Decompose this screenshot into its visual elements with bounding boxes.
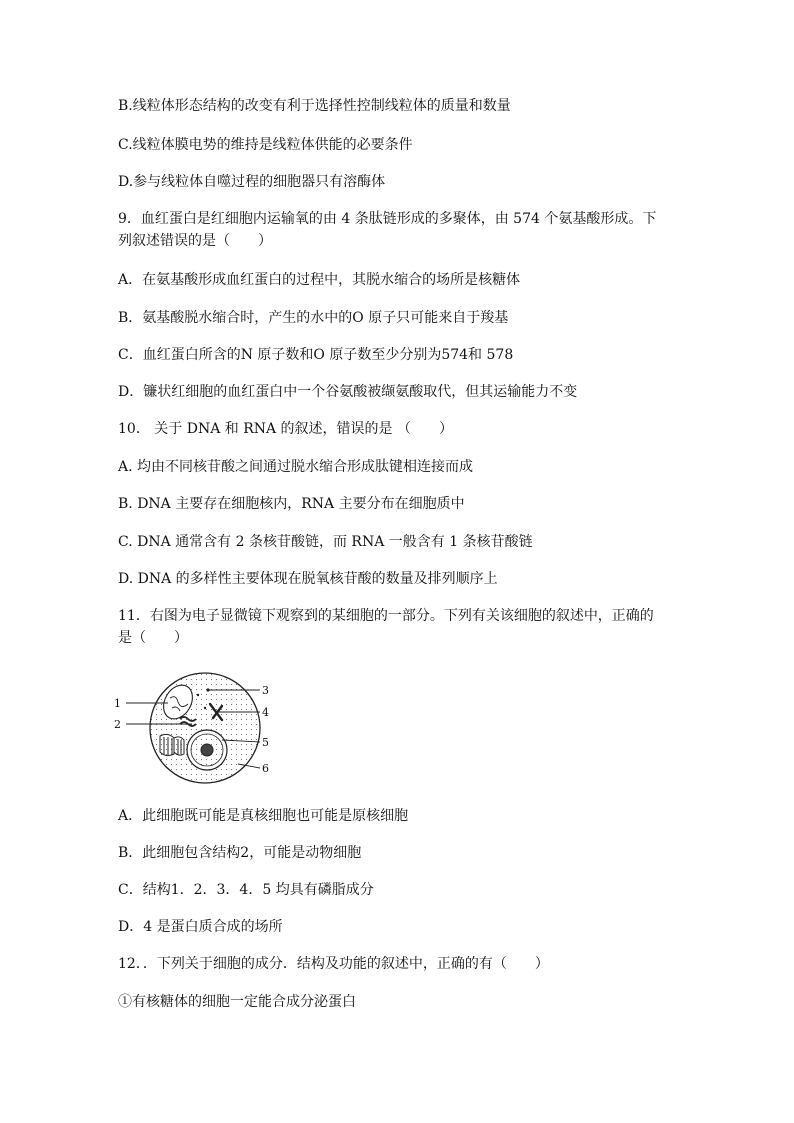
- question-11-stem-cont: 是（ ）: [118, 630, 188, 646]
- option-9b: B．氨基酸脱水缩合时，产生的水中的O 原子只可能来自于羧基: [118, 310, 509, 326]
- label-2: 2: [114, 718, 121, 731]
- statement-12-1: ①有核糖体的细胞一定能合成分泌蛋白: [118, 994, 356, 1010]
- option-8b: B.线粒体形态结构的改变有利于选择性控制线粒体的质量和数量: [118, 98, 511, 114]
- question-12-stem: 12．．下列关于细胞的成分．结构及功能的叙述中，正确的有（ ）: [118, 956, 549, 972]
- option-9a: A．在氨基酸形成血红蛋白的过程中，其脱水缩合的场所是核糖体: [118, 272, 521, 288]
- option-11b: B．此细胞包含结构2，可能是动物细胞: [118, 845, 362, 861]
- label-3: 3: [262, 684, 269, 697]
- option-9c: C．血红蛋白所含的N 原子数和O 原子数至少分别为574和 578: [118, 347, 514, 363]
- label-5: 5: [262, 736, 269, 749]
- label-1: 1: [114, 697, 121, 710]
- question-10-stem: 10． 关于 DNA 和 RNA 的叙述，错误的是 （ ）: [118, 421, 454, 437]
- option-10b: B. DNA 主要存在细胞核内，RNA 主要分布在细胞质中: [118, 496, 465, 512]
- question-9-stem-cont: 列叙述错误的是（ ）: [118, 233, 272, 249]
- label-4: 4: [262, 706, 269, 719]
- question-11-stem: 11．右图为电子显微镜下观察到的某细胞的一部分。下列有关该细胞的叙述中，正确的: [118, 608, 654, 624]
- cell-diagram: [110, 668, 290, 788]
- option-8d: D.参与线粒体自噬过程的细胞器只有溶酶体: [118, 174, 386, 190]
- option-11a: A．此细胞既可能是真核细胞也可能是原核细胞: [118, 808, 409, 824]
- option-11d: D．4 是蛋白质合成的场所: [118, 919, 283, 935]
- nucleus-shape: [187, 730, 227, 770]
- option-11c: C．结构1．2．3．4．5 均具有磷脂成分: [118, 882, 374, 898]
- label-6: 6: [262, 762, 269, 775]
- option-9d: D．镰状红细胞的血红蛋白中一个谷氨酸被缬氨酸取代，但其运输能力不变: [118, 384, 578, 400]
- option-10d: D. DNA 的多样性主要体现在脱氧核苷酸的数量及排列顺序上: [118, 571, 498, 587]
- question-9-stem: 9．血红蛋白是红细胞内运输氧的由 4 条肽链形成的多聚体，由 574 个氨基酸形成。下: [118, 211, 657, 227]
- option-8c: C.线粒体膜电势的维持是线粒体供能的必要条件: [118, 137, 413, 153]
- option-10a: A. 均由不同核苷酸之间通过脱水缩合形成肽键相连接而成: [118, 459, 474, 475]
- option-10c: C. DNA 通常含有 2 条核苷酸链，而 RNA 一般含有 1 条核苷酸链: [118, 534, 533, 550]
